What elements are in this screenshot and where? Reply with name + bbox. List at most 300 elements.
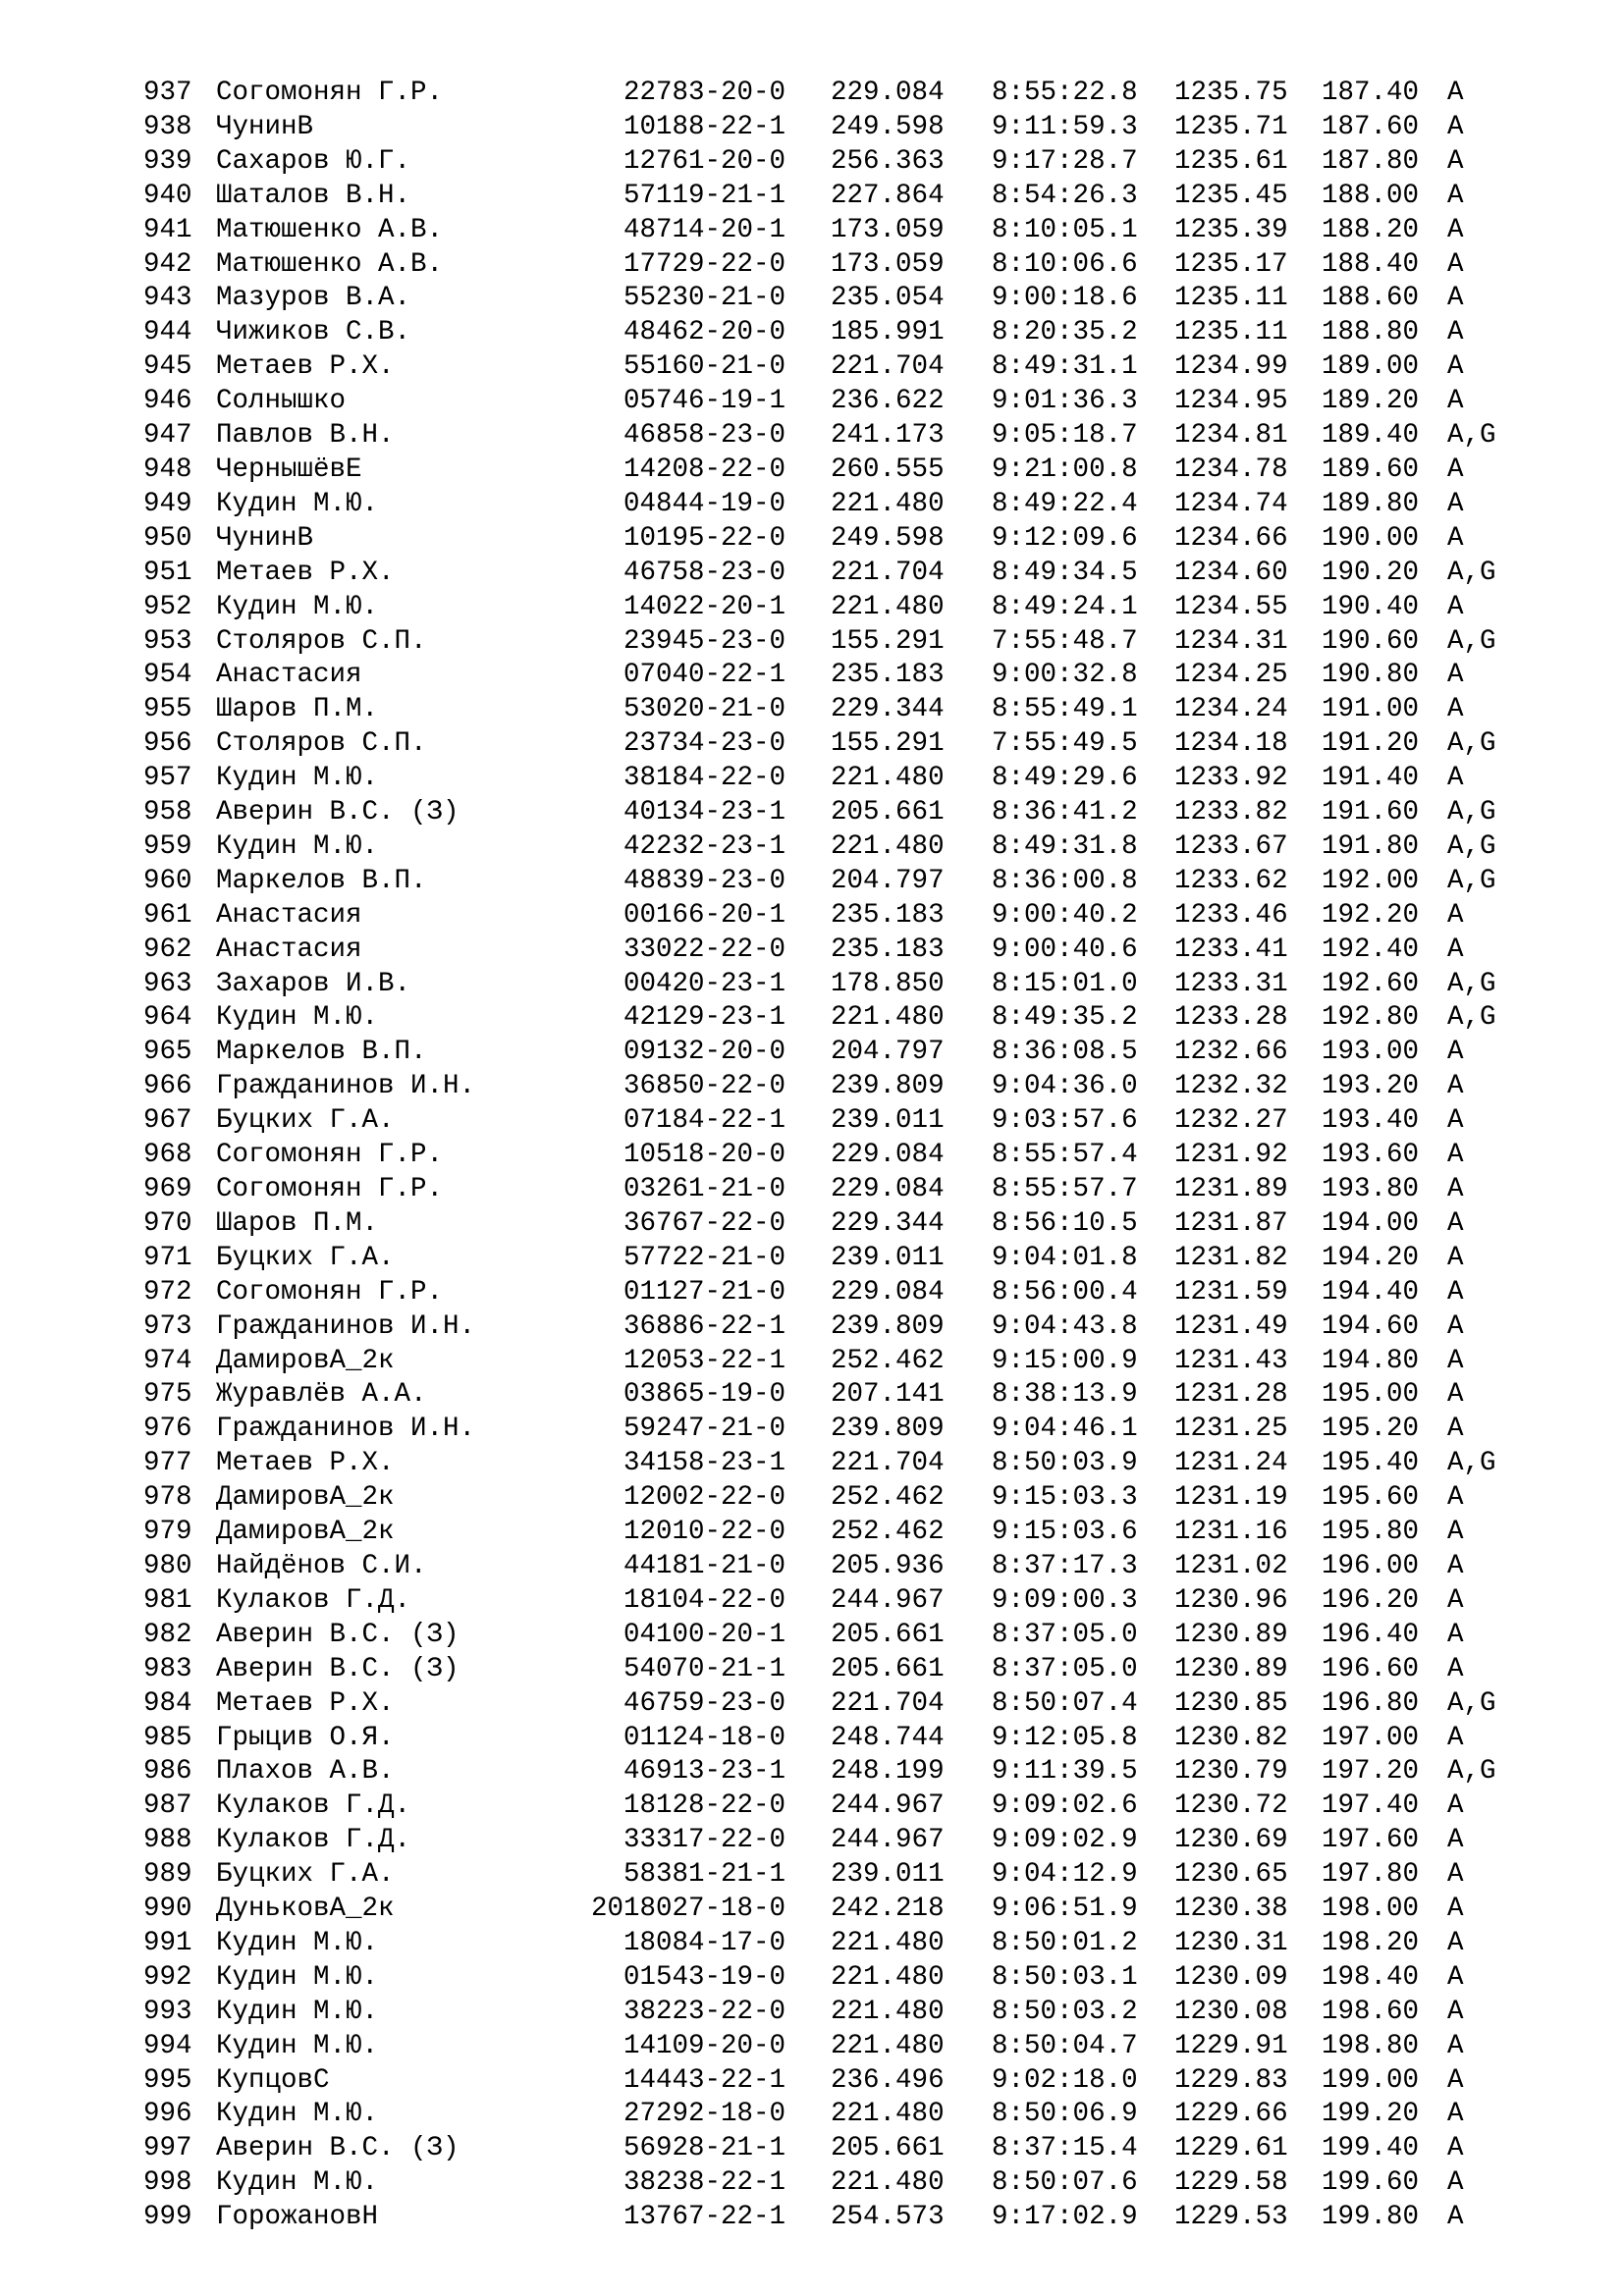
points-value: 193.80 [1322, 1174, 1420, 1204]
table-row [143, 488, 1545, 522]
fancier-name: Кудин М.Ю. [216, 763, 379, 794]
place-number: 950 [143, 522, 192, 554]
ring-number: 23945-23-0 [623, 625, 786, 657]
fancier-name: Аверин В.С. (З) [216, 1619, 460, 1650]
ring-number: 48462-20-0 [623, 317, 786, 348]
points-value: 198.40 [1322, 1961, 1420, 1993]
distance-km: 249.598 [831, 522, 945, 554]
points-value: 190.60 [1322, 625, 1420, 657]
fancier-name: Аверин В.С. (З) [216, 797, 460, 828]
speed-value: 1231.16 [1174, 1517, 1288, 1548]
fancier-name: Кудин М.Ю. [216, 1002, 379, 1034]
distance-km: 248.199 [831, 1756, 945, 1788]
distance-km: 221.480 [831, 1996, 945, 2027]
distance-km: 252.462 [831, 1482, 945, 1514]
flight-time: 8:56:00.4 [992, 1276, 1138, 1308]
ring-number: 01124-18-0 [623, 1722, 786, 1753]
fancier-name: Кудин М.Ю. [216, 488, 379, 519]
place-number: 939 [143, 145, 192, 177]
speed-value: 1234.99 [1174, 351, 1288, 383]
ring-number: 00420-23-1 [623, 968, 786, 999]
points-value: 199.60 [1322, 2167, 1420, 2199]
points-value: 193.40 [1322, 1105, 1420, 1137]
flight-time: 8:49:29.6 [992, 763, 1138, 794]
ring-number: 46858-23-0 [623, 420, 786, 452]
table-row [143, 1481, 1545, 1516]
place-number: 967 [143, 1105, 192, 1137]
flight-time: 9:04:36.0 [992, 1071, 1138, 1102]
distance-km: 221.704 [831, 1448, 945, 1479]
points-value: 188.40 [1322, 248, 1420, 280]
flight-time: 8:55:22.8 [992, 78, 1138, 108]
category-flag: A,G [1447, 968, 1496, 999]
distance-km: 221.704 [831, 557, 945, 588]
fancier-name: Метаев Р.Х. [216, 557, 395, 588]
ring-number: 54070-21-1 [623, 1653, 786, 1684]
flight-time: 8:56:10.5 [992, 1207, 1138, 1239]
speed-value: 1233.46 [1174, 899, 1288, 931]
points-value: 199.40 [1322, 2133, 1420, 2164]
ring-number: 14443-22-1 [623, 2064, 786, 2096]
category-flag: A [1447, 1037, 1464, 1068]
category-flag: A [1447, 1722, 1464, 1753]
distance-km: 241.173 [831, 420, 945, 452]
distance-km: 205.661 [831, 797, 945, 828]
speed-value: 1233.28 [1174, 1002, 1288, 1034]
ring-number: 18128-22-0 [623, 1790, 786, 1822]
speed-value: 1232.32 [1174, 1071, 1288, 1102]
ring-number: 10195-22-0 [623, 522, 786, 554]
speed-value: 1229.83 [1174, 2064, 1288, 2096]
flight-time: 8:37:17.3 [992, 1550, 1138, 1581]
ring-number: 33317-22-0 [623, 1825, 786, 1856]
table-row [143, 1893, 1545, 1927]
place-number: 999 [143, 2202, 192, 2233]
place-number: 953 [143, 625, 192, 657]
speed-value: 1230.69 [1174, 1825, 1288, 1856]
points-value: 198.60 [1322, 1996, 1420, 2027]
speed-value: 1231.89 [1174, 1174, 1288, 1204]
fancier-name: Согомонян Г.Р. [216, 78, 444, 108]
category-flag: A [1447, 522, 1464, 554]
fancier-name: Кулаков Г.Д. [216, 1584, 411, 1616]
ring-number: 18084-17-0 [623, 1927, 786, 1958]
flight-time: 8:50:04.7 [992, 2030, 1138, 2061]
ring-number: 03865-19-0 [623, 1379, 786, 1411]
category-flag: A [1447, 2167, 1464, 2199]
results-table-body [143, 77, 1545, 2235]
points-value: 187.60 [1322, 111, 1420, 142]
flight-time: 8:36:00.8 [992, 865, 1138, 896]
distance-km: 221.704 [831, 351, 945, 383]
points-value: 197.40 [1322, 1790, 1420, 1822]
table-row [143, 419, 1545, 454]
flight-time: 9:11:59.3 [992, 111, 1138, 142]
ring-number: 12053-22-1 [623, 1345, 786, 1376]
flight-time: 8:50:01.2 [992, 1927, 1138, 1958]
place-number: 955 [143, 694, 192, 725]
ring-number: 38238-22-1 [623, 2167, 786, 2199]
flight-time: 8:10:05.1 [992, 214, 1138, 245]
flight-time: 8:50:07.6 [992, 2167, 1138, 2199]
table-row [143, 1789, 1545, 1824]
place-number: 965 [143, 1037, 192, 1068]
speed-value: 1231.59 [1174, 1276, 1288, 1308]
flight-time: 7:55:48.7 [992, 625, 1138, 657]
ring-number: 55230-21-0 [623, 283, 786, 314]
points-value: 195.60 [1322, 1482, 1420, 1514]
points-value: 198.80 [1322, 2030, 1420, 2061]
fancier-name: Согомонян Г.Р. [216, 1140, 444, 1171]
place-number: 988 [143, 1825, 192, 1856]
category-flag: A [1447, 214, 1464, 245]
fancier-name: Буцких Г.А. [216, 1859, 395, 1891]
ring-number: 04100-20-1 [623, 1619, 786, 1650]
points-value: 197.60 [1322, 1825, 1420, 1856]
speed-value: 1234.81 [1174, 420, 1288, 452]
fancier-name: Маркелов В.П. [216, 865, 427, 896]
ring-number: 36850-22-0 [623, 1071, 786, 1102]
place-number: 941 [143, 214, 192, 245]
points-value: 199.20 [1322, 2099, 1420, 2130]
speed-value: 1230.38 [1174, 1894, 1288, 1925]
category-flag: A [1447, 2133, 1464, 2164]
fancier-name: Анастасия [216, 934, 362, 965]
place-number: 994 [143, 2030, 192, 2061]
flight-time: 9:15:00.9 [992, 1345, 1138, 1376]
speed-value: 1232.66 [1174, 1037, 1288, 1068]
points-value: 188.00 [1322, 180, 1420, 211]
points-value: 196.00 [1322, 1550, 1420, 1581]
flight-time: 8:49:22.4 [992, 488, 1138, 519]
category-flag: A,G [1447, 625, 1496, 657]
place-number: 981 [143, 1584, 192, 1616]
fancier-name: Буцких Г.А. [216, 1105, 395, 1137]
points-value: 192.00 [1322, 865, 1420, 896]
flight-time: 9:00:40.6 [992, 934, 1138, 965]
fancier-name: Аверин В.С. (З) [216, 1653, 460, 1684]
points-value: 197.80 [1322, 1859, 1420, 1891]
table-row [143, 1310, 1545, 1345]
place-number: 964 [143, 1002, 192, 1034]
flight-time: 9:00:40.2 [992, 899, 1138, 931]
table-row [143, 1173, 1545, 1207]
ring-number: 46758-23-0 [623, 557, 786, 588]
points-value: 192.40 [1322, 934, 1420, 965]
table-row [143, 145, 1545, 180]
fancier-name: Кудин М.Ю. [216, 1927, 379, 1958]
table-row [143, 762, 1545, 796]
flight-time: 9:01:36.3 [992, 386, 1138, 417]
speed-value: 1234.25 [1174, 660, 1288, 691]
points-value: 190.20 [1322, 557, 1420, 588]
distance-km: 221.480 [831, 591, 945, 622]
points-value: 194.60 [1322, 1310, 1420, 1342]
table-row [143, 830, 1545, 865]
speed-value: 1233.41 [1174, 934, 1288, 965]
points-value: 198.00 [1322, 1894, 1420, 1925]
category-flag: A [1447, 248, 1464, 280]
distance-km: 235.183 [831, 899, 945, 931]
place-number: 973 [143, 1310, 192, 1342]
points-value: 192.20 [1322, 899, 1420, 931]
fancier-name: Чижиков С.В. [216, 317, 411, 348]
speed-value: 1233.31 [1174, 968, 1288, 999]
speed-value: 1230.31 [1174, 1927, 1288, 1958]
place-number: 962 [143, 934, 192, 965]
place-number: 985 [143, 1722, 192, 1753]
points-value: 196.40 [1322, 1619, 1420, 1650]
ring-number: 14022-20-1 [623, 591, 786, 622]
distance-km: 221.480 [831, 2167, 945, 2199]
fancier-name: Сахаров Ю.Г. [216, 145, 411, 177]
table-row [143, 214, 1545, 248]
speed-value: 1234.55 [1174, 591, 1288, 622]
flight-time: 8:50:03.2 [992, 1996, 1138, 2027]
fancier-name: ГорожановН [216, 2202, 379, 2233]
flight-time: 9:11:39.5 [992, 1756, 1138, 1788]
speed-value: 1230.82 [1174, 1722, 1288, 1753]
distance-km: 221.480 [831, 2099, 945, 2130]
ring-number: 07184-22-1 [623, 1105, 786, 1137]
place-number: 971 [143, 1242, 192, 1273]
table-row [143, 1858, 1545, 1893]
distance-km: 205.661 [831, 2133, 945, 2164]
table-row [143, 934, 1545, 968]
points-value: 191.20 [1322, 728, 1420, 760]
results-table [143, 77, 1545, 2235]
flight-time: 8:49:31.1 [992, 351, 1138, 383]
category-flag: A [1447, 1105, 1464, 1137]
category-flag: A [1447, 1207, 1464, 1239]
distance-km: 221.480 [831, 1961, 945, 1993]
place-number: 944 [143, 317, 192, 348]
flight-time: 8:49:24.1 [992, 591, 1138, 622]
place-number: 963 [143, 968, 192, 999]
flight-time: 9:15:03.3 [992, 1482, 1138, 1514]
flight-time: 9:12:09.6 [992, 522, 1138, 554]
category-flag: A [1447, 180, 1464, 211]
distance-km: 221.480 [831, 1927, 945, 1958]
speed-value: 1234.60 [1174, 557, 1288, 588]
points-value: 189.80 [1322, 488, 1420, 519]
table-row [143, 625, 1545, 660]
category-flag: A,G [1447, 1687, 1496, 1719]
ring-number: 12761-20-0 [623, 145, 786, 177]
distance-km: 242.218 [831, 1894, 945, 1925]
fancier-name: ДамировА_2к [216, 1345, 395, 1376]
category-flag: A [1447, 1276, 1464, 1308]
points-value: 194.40 [1322, 1276, 1420, 1308]
category-flag: A [1447, 2202, 1464, 2233]
category-flag: A [1447, 1517, 1464, 1548]
fancier-name: Кудин М.Ю. [216, 1961, 379, 1993]
place-number: 947 [143, 420, 192, 452]
category-flag: A,G [1447, 797, 1496, 828]
table-row [143, 316, 1545, 350]
ring-number: 48714-20-1 [623, 214, 786, 245]
fancier-name: ДуньковА_2к [216, 1894, 395, 1925]
flight-time: 8:54:26.3 [992, 180, 1138, 211]
fancier-name: ДамировА_2к [216, 1482, 395, 1514]
flight-time: 9:15:03.6 [992, 1517, 1138, 1548]
category-flag: A,G [1447, 865, 1496, 896]
table-row [143, 1996, 1545, 2030]
speed-value: 1233.67 [1174, 830, 1288, 862]
category-flag: A [1447, 899, 1464, 931]
fancier-name: Шаталов В.Н. [216, 180, 411, 211]
ring-number: 05746-19-1 [623, 386, 786, 417]
points-value: 193.60 [1322, 1140, 1420, 1171]
place-number: 960 [143, 865, 192, 896]
table-row [143, 1722, 1545, 1756]
speed-value: 1229.91 [1174, 2030, 1288, 2061]
category-flag: A [1447, 454, 1464, 485]
points-value: 190.00 [1322, 522, 1420, 554]
place-number: 961 [143, 899, 192, 931]
place-number: 946 [143, 386, 192, 417]
category-flag: A [1447, 2064, 1464, 2096]
distance-km: 173.059 [831, 214, 945, 245]
speed-value: 1229.61 [1174, 2133, 1288, 2164]
distance-km: 155.291 [831, 625, 945, 657]
points-value: 190.40 [1322, 591, 1420, 622]
speed-value: 1234.78 [1174, 454, 1288, 485]
place-number: 966 [143, 1071, 192, 1102]
place-number: 972 [143, 1276, 192, 1308]
table-row [143, 1584, 1545, 1619]
speed-value: 1231.82 [1174, 1242, 1288, 1273]
table-row [143, 1619, 1545, 1653]
speed-value: 1231.28 [1174, 1379, 1288, 1411]
place-number: 986 [143, 1756, 192, 1788]
fancier-name: Мазуров В.А. [216, 283, 411, 314]
points-value: 194.20 [1322, 1242, 1420, 1273]
ring-number: 09132-20-0 [623, 1037, 786, 1068]
place-number: 979 [143, 1517, 192, 1548]
table-row [143, 1207, 1545, 1242]
points-value: 197.00 [1322, 1722, 1420, 1753]
table-row [143, 1001, 1545, 1036]
place-number: 982 [143, 1619, 192, 1650]
place-number: 997 [143, 2133, 192, 2164]
table-row [143, 727, 1545, 762]
category-flag: A [1447, 1071, 1464, 1102]
category-flag: A [1447, 1653, 1464, 1684]
ring-number: 01543-19-0 [623, 1961, 786, 1993]
speed-value: 1230.72 [1174, 1790, 1288, 1822]
flight-time: 9:05:18.7 [992, 420, 1138, 452]
flight-time: 8:55:57.7 [992, 1174, 1138, 1204]
category-flag: A,G [1447, 557, 1496, 588]
category-flag: A [1447, 2099, 1464, 2130]
speed-value: 1233.92 [1174, 763, 1288, 794]
table-row [143, 2064, 1545, 2099]
speed-value: 1235.39 [1174, 214, 1288, 245]
points-value: 189.60 [1322, 454, 1420, 485]
flight-time: 9:00:32.8 [992, 660, 1138, 691]
fancier-name: КупцовС [216, 2064, 330, 2096]
distance-km: 205.936 [831, 1550, 945, 1581]
place-number: 958 [143, 797, 192, 828]
fancier-name: Метаев Р.Х. [216, 1448, 395, 1479]
table-row [143, 1036, 1545, 1070]
speed-value: 1230.65 [1174, 1859, 1288, 1891]
flight-time: 8:49:35.2 [992, 1002, 1138, 1034]
points-value: 192.80 [1322, 1002, 1420, 1034]
flight-time: 8:49:34.5 [992, 557, 1138, 588]
category-flag: A [1447, 1550, 1464, 1581]
ring-number: 14208-22-0 [623, 454, 786, 485]
ring-number: 27292-18-0 [623, 2099, 786, 2130]
flight-time: 9:12:05.8 [992, 1722, 1138, 1753]
flight-time: 8:50:03.9 [992, 1448, 1138, 1479]
flight-time: 8:37:05.0 [992, 1619, 1138, 1650]
ring-number: 38184-22-0 [623, 763, 786, 794]
table-row [143, 180, 1545, 214]
distance-km: 244.967 [831, 1790, 945, 1822]
fancier-name: ДамировА_2к [216, 1517, 395, 1548]
distance-km: 239.011 [831, 1859, 945, 1891]
points-value: 189.40 [1322, 420, 1420, 452]
flight-time: 8:50:03.1 [992, 1961, 1138, 1993]
ring-number: 42232-23-1 [623, 830, 786, 862]
points-value: 187.80 [1322, 145, 1420, 177]
place-number: 977 [143, 1448, 192, 1479]
category-flag: A,G [1447, 1448, 1496, 1479]
speed-value: 1230.08 [1174, 1996, 1288, 2027]
fancier-name: Павлов В.Н. [216, 420, 395, 452]
place-number: 991 [143, 1927, 192, 1958]
fancier-name: Буцких Г.А. [216, 1242, 395, 1273]
ring-number: 12010-22-0 [623, 1517, 786, 1548]
place-number: 951 [143, 557, 192, 588]
speed-value: 1231.92 [1174, 1140, 1288, 1171]
flight-time: 9:04:43.8 [992, 1310, 1138, 1342]
fancier-name: Анастасия [216, 899, 362, 931]
distance-km: 239.809 [831, 1071, 945, 1102]
points-value: 197.20 [1322, 1756, 1420, 1788]
distance-km: 229.084 [831, 78, 945, 108]
speed-value: 1234.31 [1174, 625, 1288, 657]
speed-value: 1235.45 [1174, 180, 1288, 211]
speed-value: 1229.66 [1174, 2099, 1288, 2130]
fancier-name: Гражданинов И.Н. [216, 1310, 476, 1342]
ring-number: 2018027-18-0 [591, 1894, 786, 1925]
points-value: 199.80 [1322, 2202, 1420, 2233]
fancier-name: Плахов А.В. [216, 1756, 395, 1788]
distance-km: 229.084 [831, 1276, 945, 1308]
distance-km: 236.622 [831, 386, 945, 417]
distance-km: 239.809 [831, 1310, 945, 1342]
category-flag: A [1447, 1414, 1464, 1445]
flight-time: 7:55:49.5 [992, 728, 1138, 760]
speed-value: 1234.74 [1174, 488, 1288, 519]
place-number: 969 [143, 1174, 192, 1204]
category-flag: A [1447, 1927, 1464, 1958]
speed-value: 1235.11 [1174, 317, 1288, 348]
flight-time: 9:09:02.9 [992, 1825, 1138, 1856]
flight-time: 9:04:01.8 [992, 1242, 1138, 1273]
speed-value: 1230.85 [1174, 1687, 1288, 1719]
distance-km: 227.864 [831, 180, 945, 211]
ring-number: 13767-22-1 [623, 2202, 786, 2233]
fancier-name: Маркелов В.П. [216, 1037, 427, 1068]
table-row [143, 248, 1545, 283]
flight-time: 8:20:35.2 [992, 317, 1138, 348]
place-number: 954 [143, 660, 192, 691]
table-row [143, 1242, 1545, 1276]
